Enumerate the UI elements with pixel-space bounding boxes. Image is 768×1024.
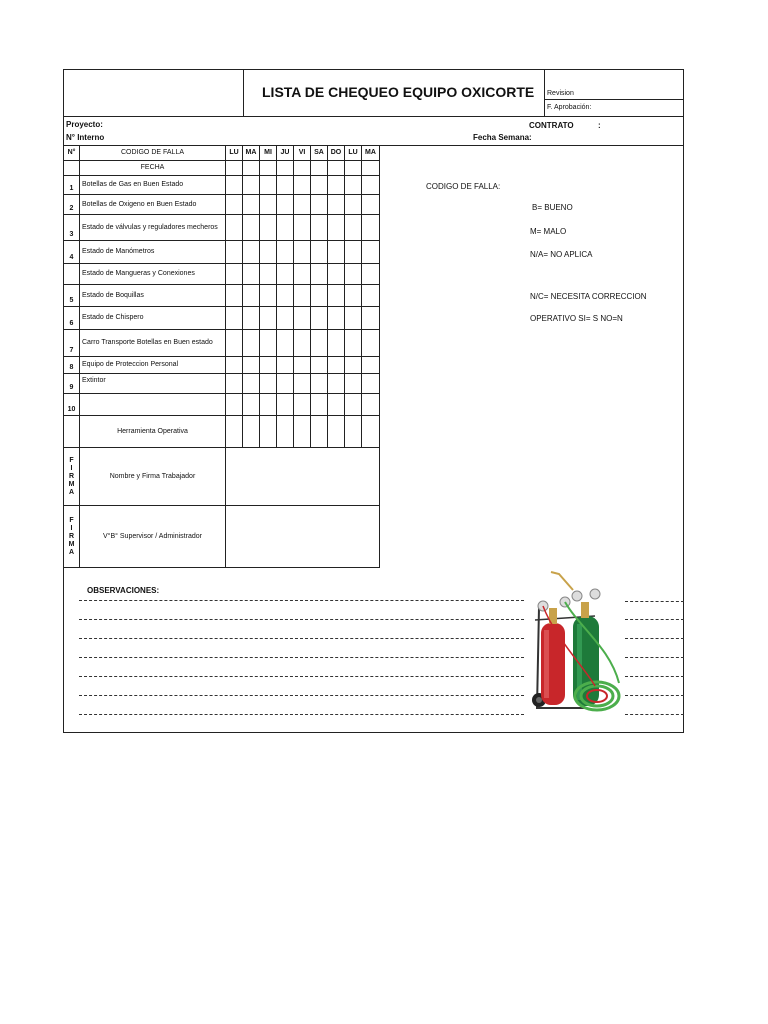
check-cell[interactable] (243, 374, 260, 394)
check-cell[interactable] (277, 176, 294, 195)
check-cell[interactable] (260, 394, 277, 416)
check-cell[interactable] (226, 176, 243, 195)
check-cell[interactable] (311, 330, 328, 357)
table-row: 10 (64, 394, 380, 416)
check-cell[interactable] (226, 394, 243, 416)
check-cell[interactable] (294, 330, 311, 357)
check-cell[interactable] (294, 176, 311, 195)
check-cell[interactable] (328, 330, 345, 357)
observation-line[interactable] (79, 638, 524, 639)
contrato-label: CONTRATO (529, 121, 574, 130)
table-row: 1 Botellas de Gas en Buen Estado (64, 176, 380, 195)
check-cell[interactable] (260, 264, 277, 285)
check-cell[interactable] (345, 176, 362, 195)
check-cell[interactable] (277, 357, 294, 374)
page-title: LISTA DE CHEQUEO EQUIPO OXICORTE (262, 84, 535, 100)
table-row: 2 Botellas de Oxigeno en Buen Estado (64, 195, 380, 215)
check-cell[interactable] (328, 416, 345, 448)
firma-supervisor-label: V°B° Supervisor / Administrador (80, 506, 226, 568)
check-cell[interactable] (226, 416, 243, 448)
check-cell[interactable] (277, 394, 294, 416)
header-right-divider (544, 69, 545, 116)
check-cell[interactable] (243, 285, 260, 307)
item-label: Estado de Boquillas (80, 285, 226, 307)
header-divider (63, 116, 684, 117)
check-cell[interactable] (328, 285, 345, 307)
check-cell[interactable] (345, 161, 362, 176)
check-cell[interactable] (362, 176, 380, 195)
check-cell[interactable] (243, 330, 260, 357)
check-cell[interactable] (362, 285, 380, 307)
check-cell[interactable] (277, 307, 294, 330)
check-cell[interactable] (226, 215, 243, 241)
check-cell[interactable] (226, 161, 243, 176)
fecha-semana-label: Fecha Semana: (473, 133, 532, 142)
revision-label: Revision (547, 90, 574, 97)
check-cell[interactable] (345, 416, 362, 448)
check-cell[interactable] (277, 195, 294, 215)
check-cell[interactable] (243, 357, 260, 374)
observaciones-label: OBSERVACIONES: (87, 586, 160, 595)
fecha-row (64, 161, 380, 176)
check-cell[interactable] (277, 285, 294, 307)
check-cell[interactable] (260, 357, 277, 374)
item-label: Botellas de Oxigeno en Buen Estado (80, 195, 226, 215)
check-cell[interactable] (328, 394, 345, 416)
check-cell[interactable] (328, 195, 345, 215)
check-cell[interactable] (362, 264, 380, 285)
checklist-table (63, 145, 380, 568)
firma-trabajador-label: Nombre y Firma Trabajador (80, 448, 226, 506)
check-cell[interactable] (243, 195, 260, 215)
item-label: Estado de Chispero (80, 307, 226, 330)
table-row: 5 Estado de Boquillas (64, 285, 380, 307)
check-cell[interactable] (243, 416, 260, 448)
day-header: LU (345, 146, 362, 161)
check-cell[interactable] (362, 195, 380, 215)
check-cell[interactable] (362, 394, 380, 416)
check-cell[interactable] (311, 394, 328, 416)
observation-line[interactable] (79, 657, 524, 658)
check-cell[interactable] (345, 307, 362, 330)
firma-trabajador-row (64, 448, 380, 506)
firma-supervisor-field[interactable] (226, 506, 380, 568)
check-cell[interactable] (260, 215, 277, 241)
check-cell[interactable] (226, 374, 243, 394)
check-cell[interactable] (311, 357, 328, 374)
proyecto-label: Proyecto: (66, 120, 103, 129)
check-cell[interactable] (226, 195, 243, 215)
observation-line[interactable] (625, 657, 684, 658)
check-cell[interactable] (243, 161, 260, 176)
table-header-row (64, 146, 380, 161)
check-cell[interactable] (345, 264, 362, 285)
check-cell[interactable] (294, 195, 311, 215)
interno-label: N° Interno (66, 133, 105, 142)
check-cell[interactable] (243, 215, 260, 241)
herramienta-label: Herramienta Operativa (80, 416, 226, 448)
check-cell[interactable] (311, 374, 328, 394)
check-cell[interactable] (243, 241, 260, 264)
item-label: Estado de Manómetros (80, 241, 226, 264)
check-cell[interactable] (311, 215, 328, 241)
check-cell[interactable] (345, 285, 362, 307)
observation-line[interactable] (79, 695, 524, 696)
check-cell[interactable] (294, 394, 311, 416)
day-header: JU (277, 146, 294, 161)
check-cell[interactable] (328, 374, 345, 394)
firma-vertical-label: F I R M A (64, 448, 80, 506)
table-row: 4 Estado de Manómetros (64, 241, 380, 264)
table-row: 6 Estado de Chispero (64, 307, 380, 330)
check-cell[interactable] (362, 307, 380, 330)
check-cell[interactable] (345, 374, 362, 394)
check-cell[interactable] (328, 215, 345, 241)
check-cell[interactable] (362, 241, 380, 264)
check-cell[interactable] (328, 176, 345, 195)
check-cell[interactable] (226, 307, 243, 330)
num-header: N° (64, 146, 80, 161)
observation-line[interactable] (625, 638, 684, 639)
check-cell[interactable] (260, 161, 277, 176)
check-cell[interactable] (362, 161, 380, 176)
check-cell[interactable] (277, 215, 294, 241)
check-cell[interactable] (260, 176, 277, 195)
check-cell[interactable] (294, 241, 311, 264)
observation-line[interactable] (625, 714, 684, 715)
check-cell[interactable] (294, 416, 311, 448)
check-cell[interactable] (277, 416, 294, 448)
legend-operativo: OPERATIVO SI= S NO=N (530, 314, 623, 323)
firma-vertical-label: F I R M A (64, 506, 80, 568)
table-row: 3 Estado de válvulas y reguladores mecheros (64, 215, 380, 241)
day-header: VI (294, 146, 311, 161)
check-cell[interactable] (243, 394, 260, 416)
observation-line[interactable] (79, 600, 524, 601)
check-cell[interactable] (362, 330, 380, 357)
day-header: SA (311, 146, 328, 161)
check-cell[interactable] (311, 264, 328, 285)
item-label: Botellas de Gas en Buen Estado (80, 176, 226, 195)
check-cell[interactable] (294, 307, 311, 330)
check-cell[interactable] (277, 264, 294, 285)
contrato-colon: : (598, 121, 601, 130)
check-cell[interactable] (328, 357, 345, 374)
firma-trabajador-field[interactable] (226, 448, 380, 506)
check-cell[interactable] (226, 241, 243, 264)
check-cell[interactable] (294, 285, 311, 307)
check-cell[interactable] (345, 394, 362, 416)
check-cell[interactable] (226, 264, 243, 285)
check-cell[interactable] (260, 416, 277, 448)
check-cell[interactable] (362, 374, 380, 394)
table-row (64, 264, 380, 285)
check-cell[interactable] (260, 195, 277, 215)
observation-line[interactable] (625, 619, 684, 620)
check-cell[interactable] (260, 285, 277, 307)
check-cell[interactable] (277, 241, 294, 264)
item-label: Estado de válvulas y reguladores mecheros (80, 215, 226, 241)
check-cell[interactable] (345, 330, 362, 357)
check-cell[interactable] (243, 176, 260, 195)
day-header: DO (328, 146, 345, 161)
check-cell[interactable] (294, 374, 311, 394)
check-cell[interactable] (243, 264, 260, 285)
header-revision-divider (544, 99, 684, 100)
item-label: Estado de Mangueras y Conexiones (80, 264, 226, 285)
observation-line[interactable] (625, 601, 684, 602)
check-cell[interactable] (362, 357, 380, 374)
check-cell[interactable] (226, 357, 243, 374)
observation-line[interactable] (79, 714, 524, 715)
check-cell[interactable] (277, 330, 294, 357)
legend-title: CODIGO DE FALLA: (426, 182, 501, 191)
check-cell[interactable] (328, 161, 345, 176)
check-cell[interactable] (362, 416, 380, 448)
day-header: MA (243, 146, 260, 161)
check-cell[interactable] (294, 357, 311, 374)
check-cell[interactable] (311, 241, 328, 264)
day-header: LU (226, 146, 243, 161)
table-row: 9 Extintor (64, 374, 380, 394)
check-cell[interactable] (226, 285, 243, 307)
item-label: Equipo de Proteccion Personal (80, 357, 226, 374)
check-cell[interactable] (311, 416, 328, 448)
day-header: MA (362, 146, 380, 161)
check-cell[interactable] (294, 161, 311, 176)
check-cell[interactable] (345, 215, 362, 241)
check-cell[interactable] (345, 241, 362, 264)
check-cell[interactable] (277, 374, 294, 394)
check-cell[interactable] (328, 241, 345, 264)
check-cell[interactable] (328, 264, 345, 285)
check-cell[interactable] (260, 307, 277, 330)
check-cell[interactable] (294, 264, 311, 285)
day-header: MI (260, 146, 277, 161)
check-cell[interactable] (294, 215, 311, 241)
check-cell[interactable] (260, 374, 277, 394)
firma-supervisor-row (64, 506, 380, 568)
legend-no-aplica: N/A= NO APLICA (530, 250, 593, 259)
legend-bueno: B= BUENO (532, 203, 573, 212)
check-cell[interactable] (311, 285, 328, 307)
check-cell[interactable] (311, 161, 328, 176)
item-label: Carro Transporte Botellas en Buen estado (80, 330, 226, 357)
oxy-acetylene-cart-icon (525, 568, 625, 718)
table-row: 7 Carro Transporte Botellas en Buen estado (64, 330, 380, 357)
observation-line[interactable] (625, 676, 684, 677)
check-cell[interactable] (243, 307, 260, 330)
observation-line[interactable] (79, 619, 524, 620)
check-cell[interactable] (260, 241, 277, 264)
observation-line[interactable] (625, 695, 684, 696)
item-label (80, 394, 226, 416)
observation-line[interactable] (79, 676, 524, 677)
fecha-label: FECHA (80, 161, 226, 176)
check-cell[interactable] (311, 307, 328, 330)
table-row: 8 Equipo de Proteccion Personal (64, 357, 380, 374)
aprobacion-label: F. Aprobación: (547, 104, 592, 111)
check-cell[interactable] (226, 330, 243, 357)
codigo-header: CODIGO DE FALLA (80, 146, 226, 161)
legend-malo: M= MALO (530, 227, 567, 236)
check-cell[interactable] (311, 195, 328, 215)
check-cell[interactable] (328, 307, 345, 330)
check-cell[interactable] (260, 330, 277, 357)
check-cell[interactable] (362, 215, 380, 241)
check-cell[interactable] (277, 161, 294, 176)
check-cell[interactable] (345, 195, 362, 215)
legend-necesita: N/C= NECESITA CORRECCION (530, 292, 647, 301)
herramienta-row (64, 416, 380, 448)
item-label: Extintor (80, 374, 226, 394)
header-left-divider (243, 69, 244, 116)
check-cell[interactable] (311, 176, 328, 195)
check-cell[interactable] (345, 357, 362, 374)
